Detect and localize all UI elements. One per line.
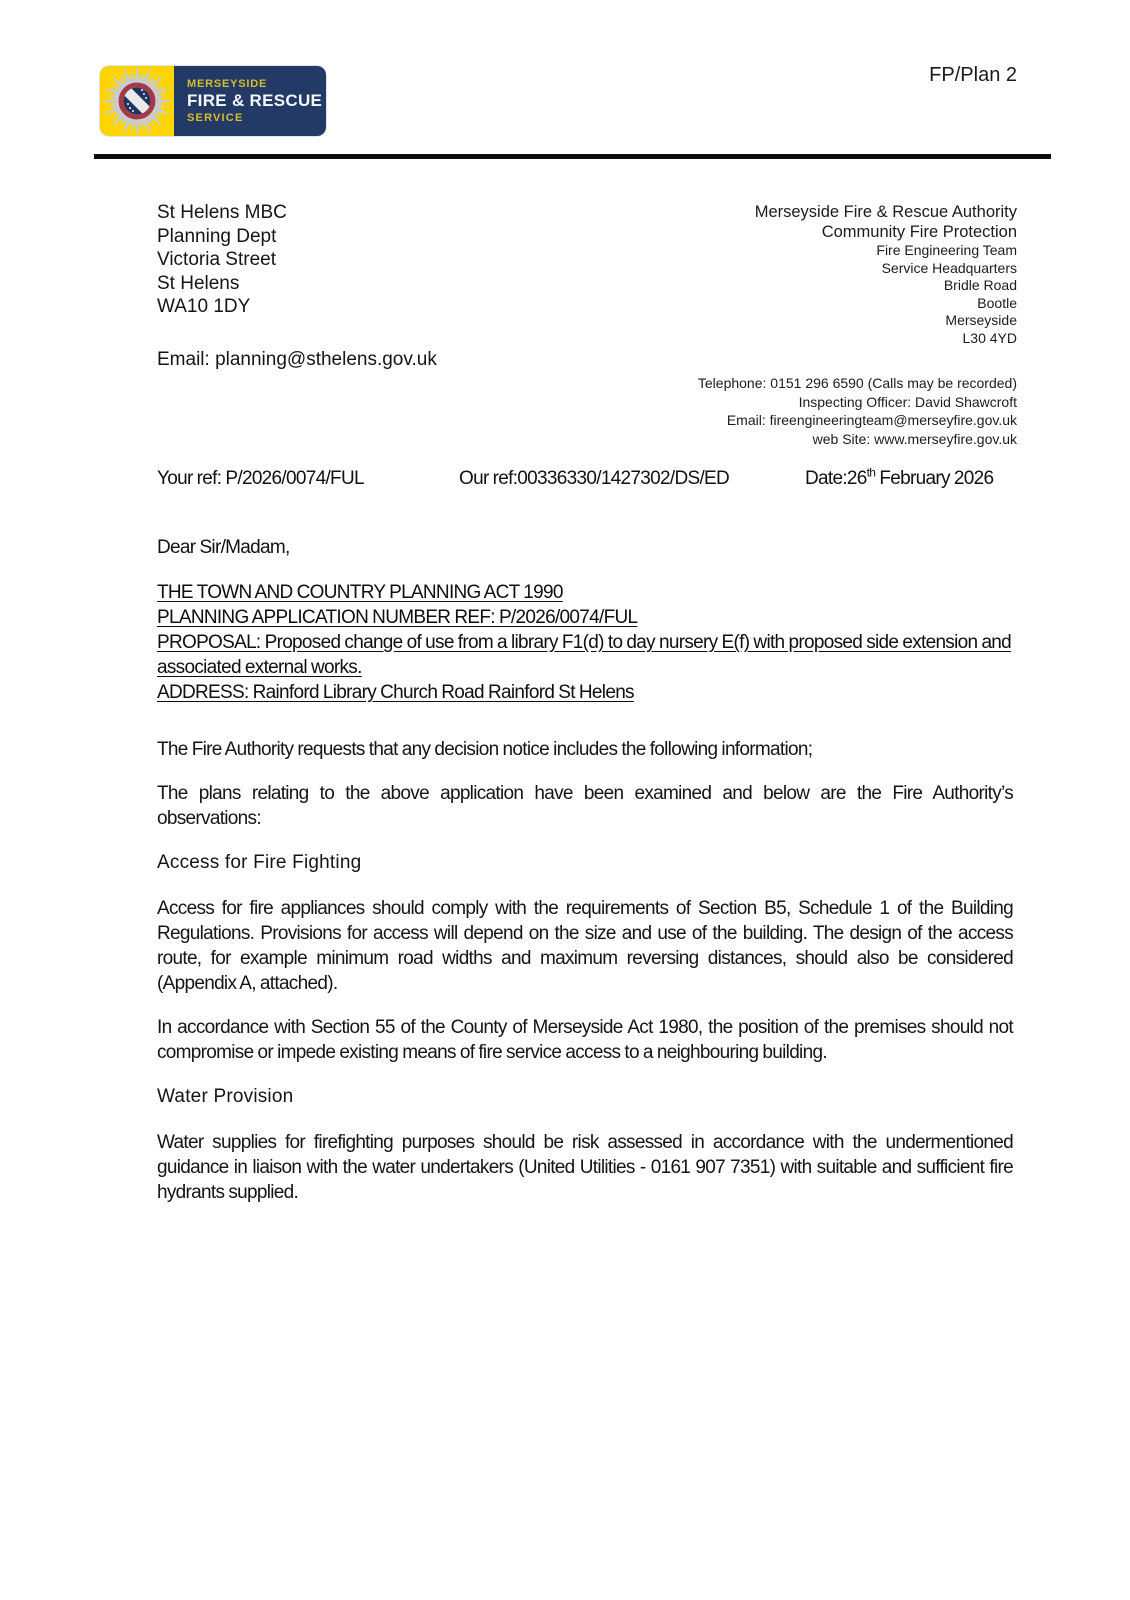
recipient-line: Victoria Street (157, 249, 276, 270)
date-month-year: February 2026 (875, 468, 994, 489)
mfrs-logo (100, 66, 326, 136)
subject-act-line: THE TOWN AND COUNTRY PLANNING ACT 1990 (157, 582, 563, 603)
recipient-line: Planning Dept (157, 225, 277, 247)
logo-fire-rescue-label: FIRE & RESCUE (187, 91, 323, 110)
sender-line: Bridle Road (943, 277, 1017, 293)
recipient-line: St Helens (157, 272, 240, 294)
logo-yellow-panel (100, 66, 174, 136)
fire-service-badge-icon (97, 61, 177, 141)
section-heading-water: Water Provision (157, 1086, 294, 1107)
header-divider (94, 154, 1051, 159)
date-day: Date:26 (805, 468, 867, 489)
contact-telephone: Telephone: 0151 296 6590 (Calls may be recorded) (697, 375, 1017, 391)
logo-service-label: SERVICE (187, 112, 244, 124)
sender-line: Community Fire Protection (821, 222, 1017, 241)
sender-line: Merseyside (945, 312, 1017, 328)
doc-code-label: FP/Plan 2 (929, 64, 1017, 86)
subject-address-line: ADDRESS: Rainford Library Church Road Rainford St Helens (157, 682, 634, 703)
sender-line: Service Headquarters (881, 259, 1017, 276)
our-ref: Our ref:00336330/1427302/DS/ED (459, 468, 730, 489)
sender-line: Bootle (977, 294, 1017, 311)
body-paragraph: In accordance with Section 55 of the County of Merseyside Act 1980, the position of the premises should not compromise or impede existing means of fire service access to a neighbouring building. (157, 1017, 1013, 1063)
body-paragraph: Water supplies for firefighting purposes should be risk assessed in accordance with the undermentioned guidance in liaison with the water undertakers (United Utilities - 0161 907 7351) with suitable and sufficient fire hydrants supplied. (157, 1132, 1013, 1203)
sender-line: Fire Engineering Team (876, 242, 1017, 258)
subject-application-ref-line: PLANNING APPLICATION NUMBER REF: P/2026/0074/FUL (157, 607, 638, 628)
contact-email: Email: fireengineeringteam@merseyfire.gov.uk (726, 412, 1017, 428)
recipient-line: WA10 1DY (157, 296, 251, 317)
body-paragraph: Access for fire appliances should comply with the requirements of Section B5, Schedule 1 of the Building Regulations. Provisions for access will depend on the size and use of the building. The design of the access route, for example minimum road widths and maximum reversing distances, should also be considered (Appendix A, attached). (157, 898, 1013, 994)
body-paragraph: The plans relating to the above application have been examined and below are the Fire Authority’s observations: (157, 783, 1013, 829)
date-ordinal: th (866, 465, 876, 480)
subject-block (157, 580, 1017, 705)
letter-date (805, 465, 994, 490)
sender-address (755, 203, 1017, 347)
sender-line: Merseyside Fire & Rescue Authority (754, 203, 1017, 221)
sender-line: L30 4YD (962, 329, 1017, 346)
section-heading-access: Access for Fire Fighting (157, 852, 362, 873)
letter-body (157, 737, 1013, 1224)
recipient-email: Email: planning@sthelens.gov.uk (157, 348, 437, 370)
logo-merseyside-label: MERSEYSIDE (187, 78, 268, 90)
body-paragraph: The Fire Authority requests that any decision notice includes the following information; (157, 739, 813, 760)
recipient-address (157, 201, 437, 371)
salutation: Dear Sir/Madam, (157, 537, 290, 558)
sender-contact-details (698, 374, 1017, 448)
your-ref: Your ref: P/2026/0074/FUL (157, 468, 364, 489)
logo-text-panel (174, 66, 326, 136)
recipient-line: St Helens MBC (157, 202, 287, 223)
contact-website: web Site: www.merseyfire.gov.uk (812, 430, 1017, 447)
contact-inspecting-officer: Inspecting Officer: David Shawcroft (798, 393, 1017, 410)
subject-proposal-line: PROPOSAL: Proposed change of use from a library F1(d) to day nursery E(f) with proposed side extension and associated external works. (157, 632, 1012, 678)
